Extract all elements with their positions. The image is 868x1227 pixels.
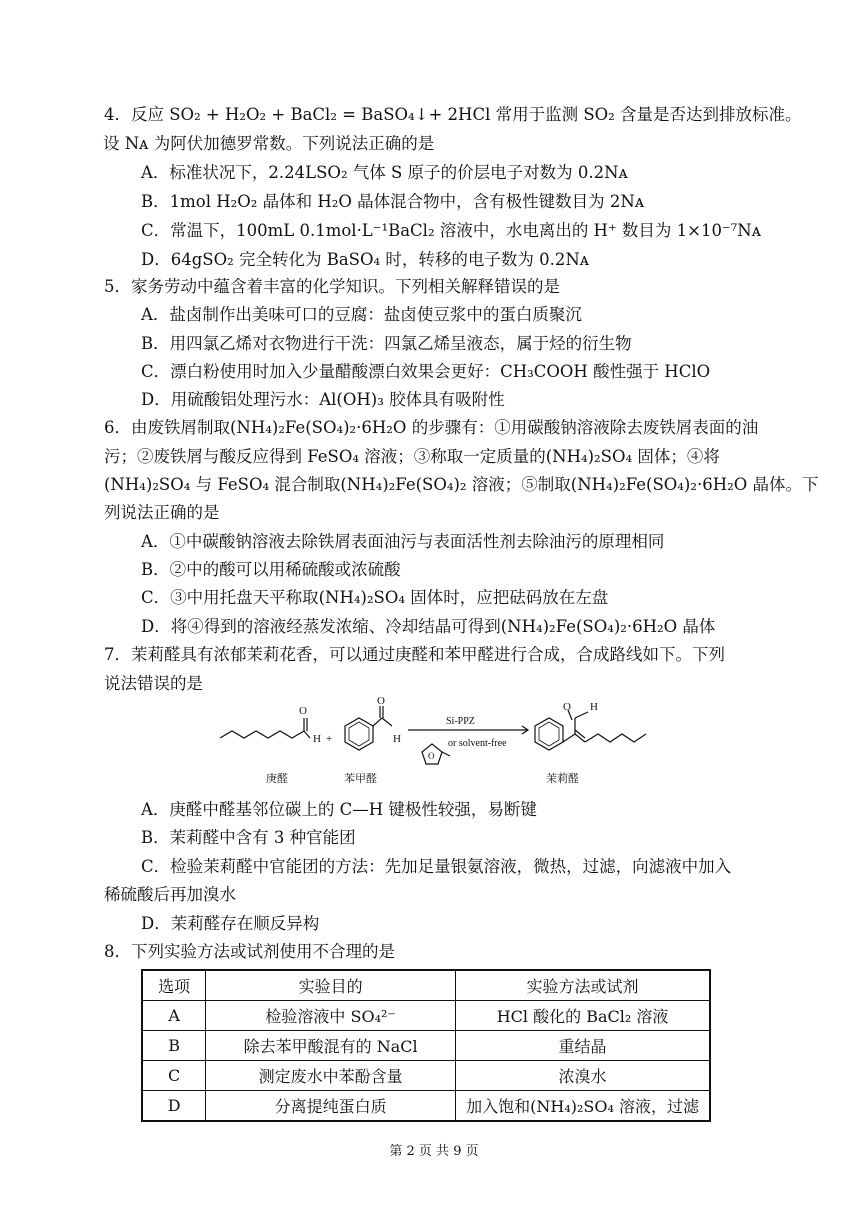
table-header-row	[142, 970, 710, 1001]
q4-stem-line1: 4．反应 SO₂ + H₂O₂ + BaCl₂ = BaSO₄↓+ 2HCl 常用于监测 SO₂ 含量是否达到排放标准。	[104, 105, 802, 124]
benzaldehyde-label: 苯甲醛	[344, 772, 377, 785]
table-cell: 重结晶	[456, 1031, 710, 1061]
q7-stem-line1: 7．茉莉醛具有浓郁茉莉花香，可以通过庚醛和苯甲醛进行合成，合成路线如下。下列	[104, 645, 725, 664]
table-cell: HCl 酸化的 BaCl₂ 溶液	[456, 1001, 710, 1031]
q7-option-d: D．茉莉醛存在顺反异构	[141, 914, 320, 933]
experiment-table	[141, 969, 711, 1122]
table-row	[142, 1031, 710, 1061]
q5-stem: 5．家务劳动中蕴含着丰富的化学知识。下列相关解释错误的是	[104, 277, 560, 296]
q7-option-c-line1: C．检验茉莉醛中官能团的方法：先加足量银氨溶液，微热，过滤，向滤液中加入	[141, 857, 732, 876]
thf-o-atom: O	[428, 751, 435, 761]
condition-label: or solvent-free	[448, 738, 507, 749]
heptanal-label: 庚醛	[266, 772, 288, 785]
q5-option-b: B．用四氯乙烯对衣物进行干洗：四氯乙烯呈液态，属于烃的衍生物	[141, 334, 632, 353]
q7-option-b: B．茉莉醛中含有 3 种官能团	[141, 828, 356, 847]
catalyst-label: Si-PPZ	[446, 716, 475, 727]
q6-option-c: C．③中用托盘天平称取(NH₄)₂SO₄ 固体时，应把砝码放在左盘	[141, 588, 609, 607]
table-cell: 加入饱和(NH₄)₂SO₄ 溶液，过滤	[456, 1091, 710, 1122]
heptanal-h-atom: H	[313, 733, 321, 745]
table-cell: 除去苯甲酸混有的 NaCl	[206, 1031, 456, 1061]
jasminal-synthesis-scheme	[210, 696, 670, 786]
table-header-cell: 实验目的	[206, 970, 456, 1001]
q6-stem-line4: 列说法正确的是	[104, 503, 220, 522]
q7-option-c-line2: 稀硫酸后再加溴水	[104, 885, 236, 904]
q4-option-d: D．64gSO₂ 完全转化为 BaSO₄ 时，转移的电子数为 0.2Nᴀ	[141, 250, 590, 269]
q6-option-a: A．①中碳酸钠溶液去除铁屑表面油污与表面活性剂去除油污的原理相同	[141, 532, 665, 551]
heptanal-structure	[220, 731, 310, 738]
benzaldehyde-h-atom: H	[393, 733, 401, 745]
table-cell: 测定废水中苯酚含量	[206, 1061, 456, 1091]
q4-option-c: C．常温下，100mL 0.1mol·L⁻¹BaCl₂ 溶液中，水电离出的 H⁺ 数目为 1×10⁻⁷Nᴀ	[141, 221, 762, 240]
q4-stem-line2: 设 Nᴀ 为阿伏加德罗常数。下列说法正确的是	[103, 134, 435, 153]
q6-option-b: B．②中的酸可以用稀硫酸或浓硫酸	[141, 560, 401, 579]
q4-option-a: A．标准状况下，2.24LSO₂ 气体 S 原子的价层电子对数为 0.2Nᴀ	[141, 163, 628, 182]
table-cell: 检验溶液中 SO₄²⁻	[206, 1001, 456, 1031]
q8-stem: 8．下列实验方法或试剂使用不合理的是	[104, 942, 395, 961]
page-footer: 第 2 页 共 9 页	[389, 1144, 479, 1159]
plus-sign: +	[326, 733, 333, 745]
q6-stem-line3: (NH₄)₂SO₄ 与 FeSO₄ 混合制取(NH₄)₂Fe(SO₄)₂ 溶液；⑤制取(NH₄)₂Fe(SO₄)₂·6H₂O 晶体。下	[104, 475, 819, 494]
jasminal-label: 茉莉醛	[546, 772, 579, 785]
q6-stem-line2: 污；②废铁屑与酸反应得到 FeSO₄ 溶液；③称取一定质量的(NH₄)₂SO₄ 固体；④将	[104, 447, 720, 466]
q6-stem-line1: 6．由废铁屑制取(NH₄)₂Fe(SO₄)₂·6H₂O 的步骤有：①用碳酸钠溶液除去废铁屑表面的油	[104, 418, 759, 437]
benzaldehyde-o-atom: O	[377, 696, 385, 707]
q4-option-b: B．1mol H₂O₂ 晶体和 H₂O 晶体混合物中，含有极性键数目为 2Nᴀ	[141, 192, 645, 211]
q7-option-a: A．庚醛中醛基邻位碳上的 C—H 键极性较强，易断键	[141, 800, 537, 819]
q6-option-d: D．将④得到的溶液经蒸发浓缩、冷却结晶可得到(NH₄)₂Fe(SO₄)₂·6H₂O 晶体	[141, 617, 716, 636]
table-header-cell: 实验方法或试剂	[456, 970, 710, 1001]
q7-stem-line2: 说法错误的是	[104, 674, 203, 693]
jasminal-o-atom: O	[563, 701, 571, 713]
table-cell: C	[142, 1061, 206, 1091]
q5-option-c: C．漂白粉使用时加入少量醋酸漂白效果会更好：CH₃COOH 酸性强于 HClO	[141, 362, 711, 381]
q5-option-d: D．用硫酸铝处理污水：Al(OH)₃ 胶体具有吸附性	[141, 390, 505, 409]
table-cell: 浓溴水	[456, 1061, 710, 1091]
heptanal-o-atom: O	[299, 705, 307, 717]
table-row	[142, 1001, 710, 1031]
table-cell: B	[142, 1031, 206, 1061]
table-cell: D	[142, 1091, 206, 1122]
table-header-cell: 选项	[142, 970, 206, 1001]
table-row	[142, 1061, 710, 1091]
table-cell: A	[142, 1001, 206, 1031]
q5-option-a: A．盐卤制作出美味可口的豆腐：盐卤使豆浆中的蛋白质聚沉	[141, 305, 582, 324]
jasminal-h-atom: H	[590, 701, 598, 713]
table-row	[142, 1091, 710, 1122]
table-cell: 分离提纯蛋白质	[206, 1091, 456, 1122]
